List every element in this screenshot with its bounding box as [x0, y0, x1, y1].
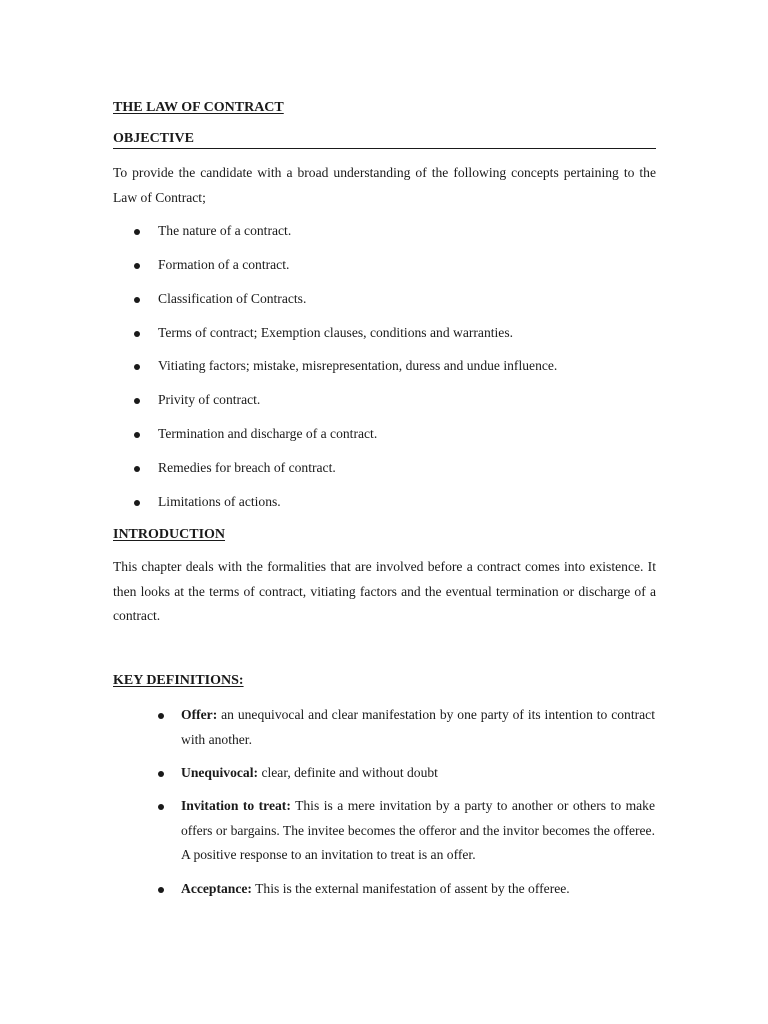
definition-item: [181, 877, 655, 902]
definition-term: Unequivocal:: [181, 765, 259, 780]
definition-text: clear, definite and without doubt: [261, 765, 438, 780]
bullet-icon: [134, 297, 140, 303]
definition-term: Acceptance:: [181, 881, 252, 896]
list-item: Vitiating factors; mistake, misrepresentation, duress and undue influence.: [158, 358, 558, 373]
introduction-heading: INTRODUCTION: [113, 527, 226, 542]
list-item: Limitations of actions.: [158, 494, 281, 509]
definition-text: This is a mere invitation by a party to another or others to make offers or bargains. The invitee becomes the offeror and the invitor becomes the offeree. A positive response to an invitation to treat is an offer.: [181, 798, 656, 862]
list-item: Terms of contract; Exemption clauses, conditions and warranties.: [158, 325, 514, 340]
definition-term: Invitation to treat:: [181, 798, 291, 813]
objective-heading: OBJECTIVE: [113, 131, 656, 149]
objective-intro: To provide the candidate with a broad understanding of the following concepts pertaining to the Law of Contract;: [113, 165, 656, 205]
document-title: THE LAW OF CONTRACT: [113, 100, 284, 115]
list-item: Formation of a contract.: [158, 257, 290, 272]
introduction-text: This chapter deals with the formalities that are involved before a contract comes into existence. It then looks at the terms of contract, vitiating factors and the eventual termination or discharge of a contract.: [113, 559, 656, 623]
definition-term: Offer:: [181, 707, 218, 722]
list-item: Privity of contract.: [158, 392, 261, 407]
bullet-icon: [134, 331, 140, 337]
bullet-icon: [134, 432, 140, 438]
definition-item: [181, 761, 655, 786]
bullet-icon: [134, 466, 140, 472]
bullet-icon: [158, 887, 164, 893]
definition-item: [181, 794, 655, 868]
list-item: Remedies for breach of contract.: [158, 460, 336, 475]
bullet-icon: [134, 364, 140, 370]
bullet-icon: [158, 713, 164, 719]
definition-item: [181, 703, 655, 752]
bullet-icon: [158, 771, 164, 777]
bullet-icon: [158, 804, 164, 810]
list-item: Termination and discharge of a contract.: [158, 426, 378, 441]
list-item: Classification of Contracts.: [158, 291, 307, 306]
list-item: The nature of a contract.: [158, 223, 292, 238]
definition-text: an unequivocal and clear manifestation by one party of its intention to contract with another.: [181, 707, 655, 747]
bullet-icon: [134, 263, 140, 269]
definition-text: This is the external manifestation of assent by the offeree.: [255, 881, 570, 896]
bullet-icon: [134, 500, 140, 506]
key-definitions-heading: KEY DEFINITIONS:: [113, 673, 244, 688]
bullet-icon: [134, 398, 140, 404]
bullet-icon: [134, 229, 140, 235]
